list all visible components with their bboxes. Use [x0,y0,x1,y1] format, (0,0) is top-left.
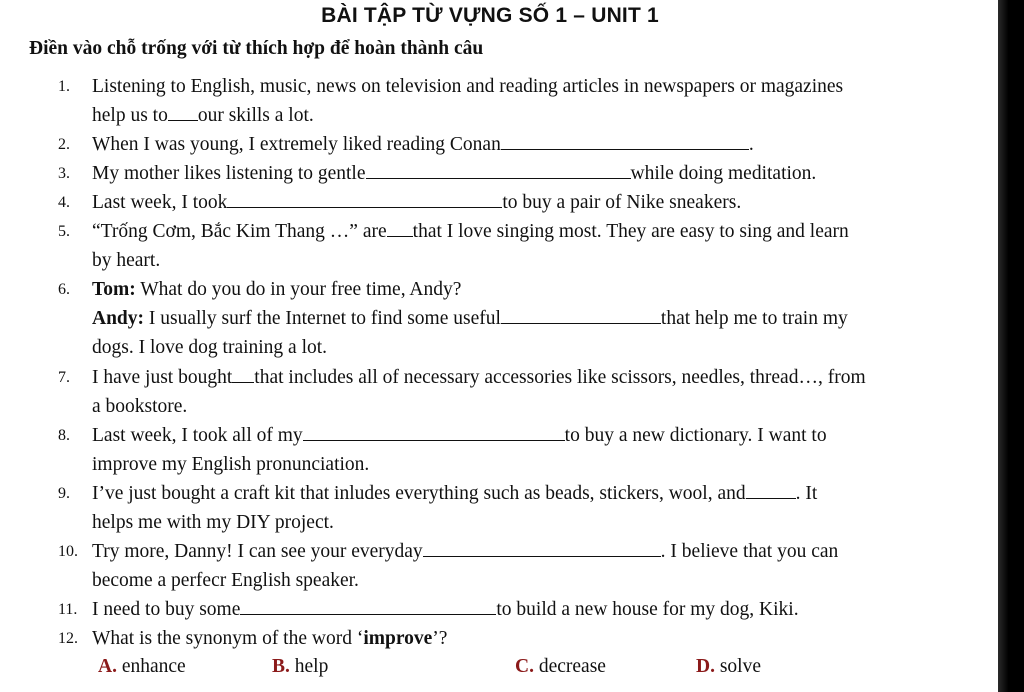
question-number: 6. [58,281,70,298]
choice-b[interactable] [272,652,328,681]
choice-text: help [289,656,329,677]
choice-letter: C. [515,656,534,677]
answer-blank[interactable] [303,422,565,441]
question-text: that help me to train my [660,308,848,329]
question-6 [58,275,968,362]
question-text: I have just bought [92,367,233,388]
question-text: to buy a pair of Nike sneakers. [502,192,742,213]
question-text: Last week, I took [92,192,228,213]
question-text: . I believe that you can [660,541,839,562]
question-text: ’? [432,628,448,649]
worksheet-title: BÀI TẬP TỪ VỰNG SỐ 1 – UNIT 1 [321,4,659,27]
question-text: to buy a new dictionary. I want to [564,425,827,446]
question-number: 11. [58,601,78,618]
choice-text: solve [714,656,762,677]
question-text: What do you do in your free time, Andy? [135,279,462,300]
question-text: while doing meditation. [630,163,817,184]
question-text: dogs. I love dog training a lot. [92,337,328,358]
choice-text: enhance [116,656,186,677]
question-text: . [748,134,754,155]
question-5 [58,217,968,275]
question-7 [58,363,968,421]
question-8 [58,421,968,479]
answer-blank[interactable] [501,131,749,150]
answer-blank[interactable] [168,102,198,121]
answer-blank[interactable] [227,189,502,208]
choice-a[interactable] [98,652,186,681]
question-text: Try more, Danny! I can see your everyday [92,541,423,562]
question-number: 7. [58,369,70,386]
question-text: by heart. [92,250,161,271]
question-1 [58,72,968,130]
choice-text: decrease [533,656,606,677]
choice-letter: A. [98,656,117,677]
answer-blank[interactable] [240,596,496,615]
question-12 [58,624,968,653]
keyword: improve [363,628,433,649]
speaker-label: Andy: [92,308,145,329]
answer-blank[interactable] [423,538,661,557]
question-11 [58,595,968,624]
answer-blank[interactable] [746,480,796,499]
answer-blank[interactable] [366,160,631,179]
question-number: 12. [58,630,78,647]
question-text: our skills a lot. [197,105,314,126]
question-text: . It [795,483,818,504]
speaker-label: Tom: [92,279,136,300]
question-text: to build a new house for my dog, Kiki. [496,599,799,620]
choice-letter: D. [696,656,715,677]
question-text: What is the synonym of the word ‘ [92,628,364,649]
question-number: 3. [58,165,70,182]
choice-letter: B. [272,656,290,677]
instruction-text: Điền vào chỗ trống với từ thích hợp để hoàn thành câu [29,38,484,59]
question-number: 5. [58,223,70,240]
question-number: 4. [58,194,70,211]
question-text: “Trống Cơm, Bắc Kim Thang …” are [92,221,387,242]
question-text: that includes all of necessary accessories like scissors, needles, thread…, from [254,367,866,388]
question-4 [58,188,968,217]
question-text: help us to [92,105,168,126]
question-text: a bookstore. [92,396,188,417]
question-text: My mother likes listening to gentle [92,163,366,184]
question-text: I usually surf the Internet to find some useful [144,308,501,329]
question-3 [58,159,968,188]
answer-blank[interactable] [501,305,661,324]
answer-blank[interactable] [387,218,413,237]
answer-blank[interactable] [232,364,254,383]
question-text: When I was young, I extremely liked reading Conan [92,134,501,155]
question-text: I need to buy some [92,599,241,620]
page-edge-shadow [998,0,1024,692]
question-text: that I love singing most. They are easy to sing and learn [412,221,849,242]
question-number: 1. [58,78,70,95]
question-text: I’ve just bought a craft kit that inludes everything such as beads, stickers, wool, and [92,483,746,504]
choice-d[interactable] [696,652,761,681]
question-9 [58,479,968,537]
question-10 [58,537,968,595]
question-text: Last week, I took all of my [92,425,303,446]
question-text: become a perfecr English speaker. [92,570,359,591]
question-text: Listening to English, music, news on television and reading articles in newspapers or magazines [92,76,844,97]
question-text: helps me with my DIY project. [92,512,334,533]
choice-c[interactable] [515,652,606,681]
question-number: 10. [58,543,78,560]
question-number: 2. [58,136,70,153]
question-number: 9. [58,485,70,502]
question-number: 8. [58,427,70,444]
question-2 [58,130,968,159]
question-text: improve my English pronunciation. [92,454,370,475]
